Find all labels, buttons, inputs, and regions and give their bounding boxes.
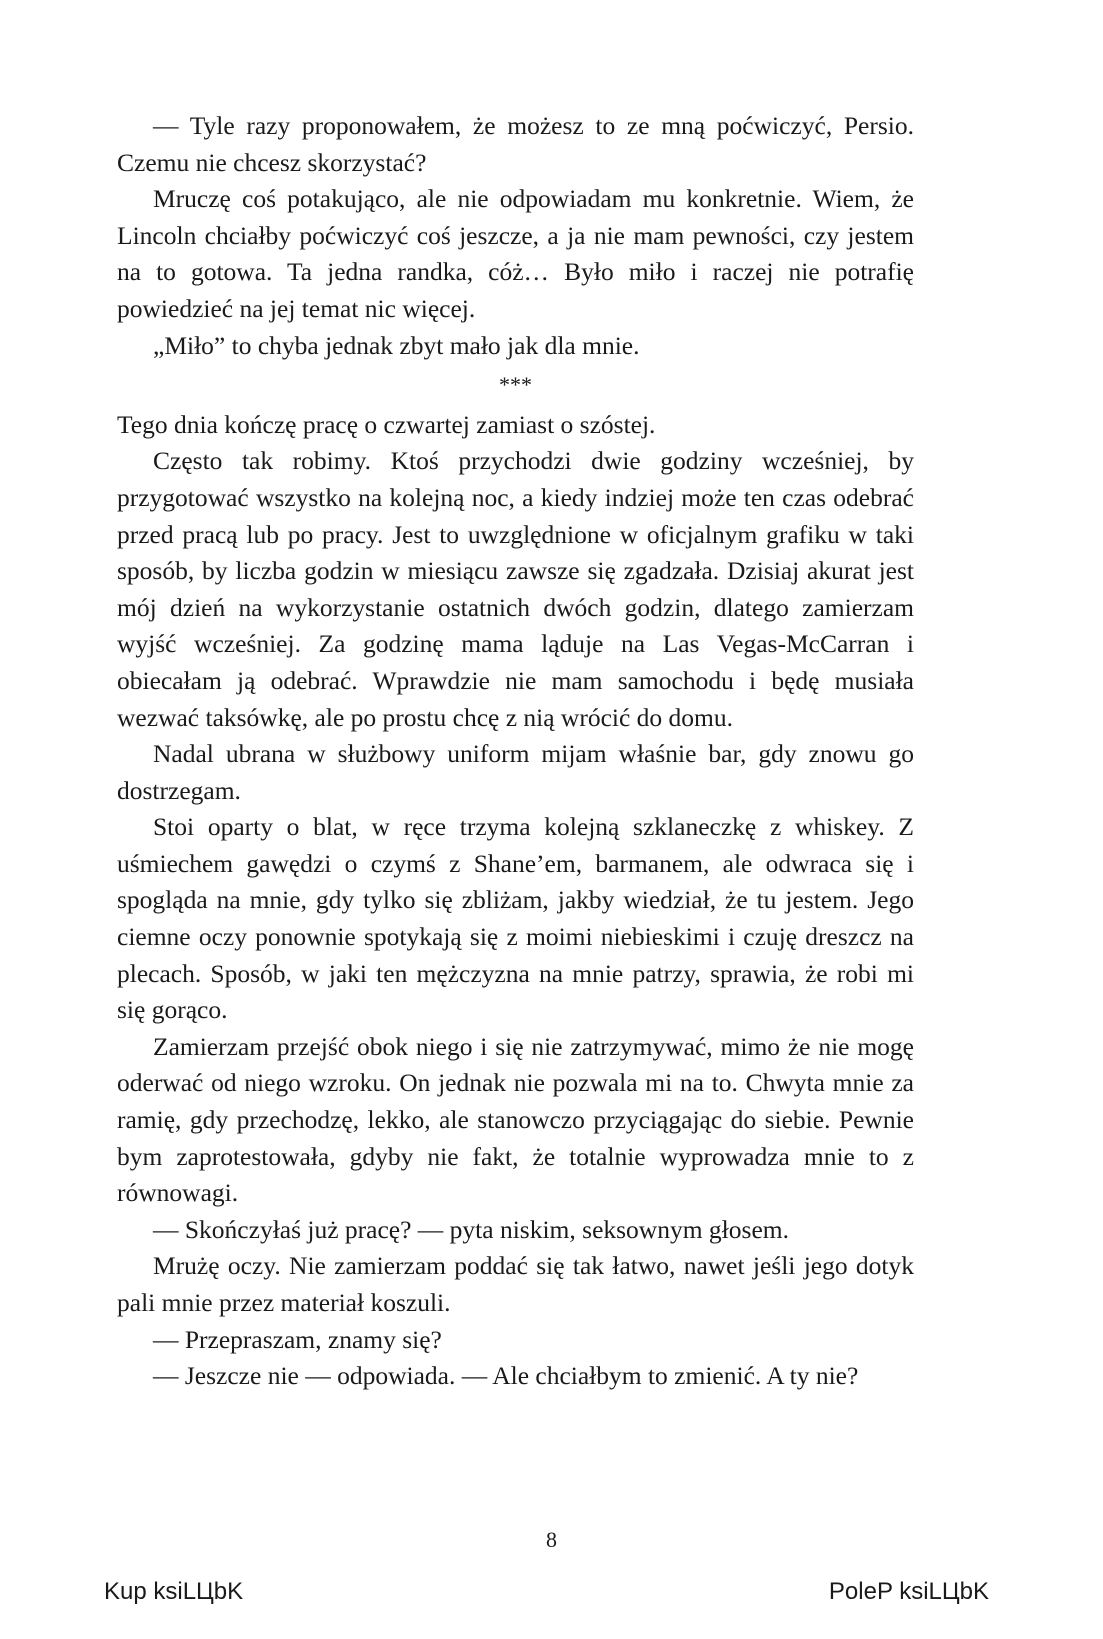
page-body (117, 108, 914, 1395)
buy-book-link[interactable]: Kup ksiLЦbK (104, 1578, 244, 1605)
paragraph: Często tak robimy. Ktoś przychodzi dwie godziny wcześniej, by przygotować wszystko na kolejną noc, a kiedy indziej może ten czas odebrać przed pracą lub po pracy. Jest to uwzględnione w oficjalnym grafiku w taki sposób, by liczba godzin w miesiącu zawsze się zgadzała. Dzisiaj akurat jest mój dzień na wykorzystanie ostatnich dwóch godzin, dlatego zamierzam wyjść wcześniej. Za godzinę mama ląduje na Las Vegas-McCarran i obiecałam ją odebrać. Wprawdzie nie mam samochodu i będę musiała wezwać taksówkę, ale po prostu chcę z nią wrócić do domu. (117, 446, 914, 732)
page-number: 8 (546, 1527, 557, 1552)
paragraph: — Tyle razy proponowałem, że możesz to ze mną poćwiczyć, Persio. Czemu nie chcesz skorzystać? (117, 111, 914, 177)
paragraph: — Jeszcze nie — odpowiada. — Ale chciałbym to zmienić. A ty nie? (153, 1361, 859, 1391)
paragraph: „Miło” to chyba jednak zbyt mało jak dla mnie. (153, 330, 640, 360)
section-separator: *** (499, 372, 532, 398)
paragraph: Stoi oparty o blat, w ręce trzyma kolejną szklaneczkę z whiskey. Z uśmiechem gawędzi o czymś z Shane’em, barmanem, ale odwraca się i spogląda na mnie, gdy tylko się zbliżam, jakby wiedział, że tu jestem. Jego ciemne oczy ponownie spotykają się z moimi niebieskimi i czuję dreszcz na plecach. Sposób, w jaki ten mężczyzna na mnie patrzy, sprawia, że robi mi się gorąco. (117, 812, 914, 1025)
recommend-book-link[interactable]: PoleP ksiLЦbK (828, 1578, 989, 1605)
paragraph: Mrużę oczy. Nie zamierzam poddać się tak łatwo, nawet jeśli jego dotyk pali mnie przez materiał koszuli. (117, 1251, 914, 1317)
paragraph: — Przepraszam, znamy się? (153, 1324, 442, 1354)
paragraph: Mruczę coś potakująco, ale nie odpowiadam mu konkretnie. Wiem, że Lincoln chciałby poćwiczyć coś jeszcze, a ja nie mam pewności, czy jestem na to gotowa. Ta jedna randka, cóż… Było miło i raczej nie potrafię powiedzieć na jej temat nic więcej. (117, 184, 914, 323)
paragraph: — Skończyłaś już pracę? — pyta niskim, seksownym głosem. (153, 1214, 789, 1244)
paragraph: Zamierzam przejść obok niego i się nie zatrzymywać, mimo że nie mogę oderwać od niego wzroku. On jednak nie pozwala mi na to. Chwyta mnie za ramię, gdy przechodzę, lekko, ale stanowczo przyciągając do siebie. Pewnie bym zaprotestowała, gdyby nie fakt, że totalnie wyprowadza mnie to z równowagi. (117, 1031, 914, 1208)
paragraph: Nadal ubrana w służbowy uniform mijam właśnie bar, gdy znowu go dostrzegam. (117, 739, 914, 805)
paragraph: Tego dnia kończę pracę o czwartej zamiast o szóstej. (117, 409, 656, 439)
